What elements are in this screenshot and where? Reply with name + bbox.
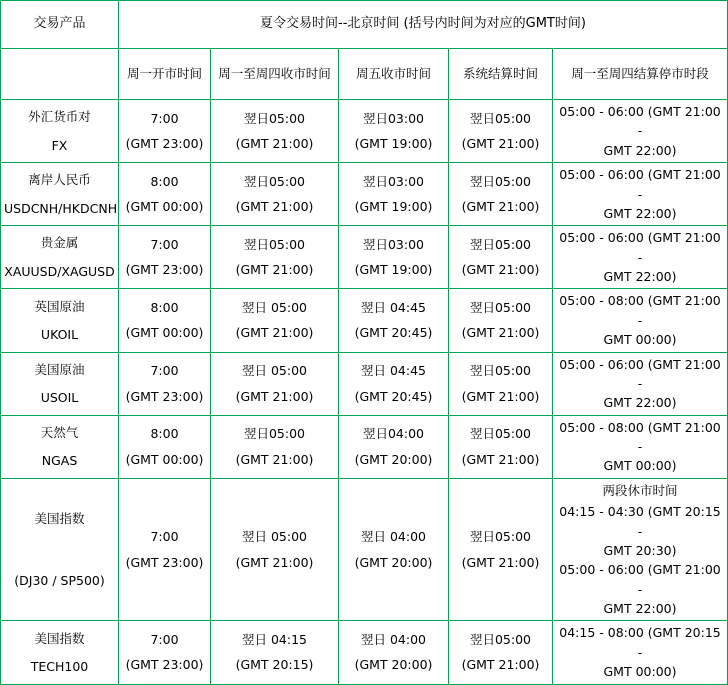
open-time-cell-line: (GMT 23:00) (125, 657, 204, 673)
open-time-cell (119, 163, 211, 226)
close-mon-thu-cell (211, 163, 339, 226)
close-fri-cell-line: 翌日 04:45 (361, 363, 426, 379)
product-name: 美国指数 (34, 511, 85, 527)
header-close-mon-thu: 周一至周四收市时间 (211, 49, 339, 100)
settlement-time-cell (449, 100, 553, 163)
product-code: XAUUSD/XAGUSD (4, 263, 115, 279)
table-row (1, 478, 728, 621)
settlement-time-cell-line: 翌日05:00 (469, 632, 532, 648)
open-time-cell-line: (GMT 23:00) (125, 262, 204, 278)
settlement-halt-line: GMT 00:00) (603, 664, 677, 680)
open-time-cell (119, 352, 211, 415)
product-code: USOIL (40, 390, 79, 406)
settlement-halt-line: GMT 22:00) (603, 142, 677, 158)
product-cell (1, 621, 119, 684)
settlement-time-cell-line: 翌日05:00 (469, 173, 532, 189)
open-time-cell-line: 7:00 (150, 236, 179, 252)
settlement-halt-line: 04:15 - 08:00 (GMT 20:15 - (559, 625, 721, 660)
close-mon-thu-cell-line: (GMT 20:15) (235, 657, 314, 673)
close-mon-thu-cell (211, 289, 339, 352)
open-time-cell (119, 415, 211, 478)
open-time-cell (119, 621, 211, 684)
product-code: UKOIL (40, 326, 79, 342)
settlement-time-cell-line: (GMT 21:00) (461, 451, 540, 467)
settlement-halt-line: GMT 22:00) (603, 269, 677, 284)
close-fri-cell (339, 621, 449, 684)
product-cell (1, 163, 119, 226)
close-mon-thu-cell (211, 415, 339, 478)
table-header-main (1, 1, 728, 49)
settlement-halt-title: 两段休市时间 (602, 482, 678, 498)
close-fri-cell-line: 翌日03:00 (362, 110, 425, 126)
table-header-sub (1, 49, 728, 100)
open-time-cell-line: (GMT 00:00) (125, 325, 204, 341)
close-mon-thu-cell-line: (GMT 21:00) (235, 136, 314, 152)
close-fri-cell-line: (GMT 20:45) (354, 388, 433, 404)
settlement-time-cell-line: 翌日05:00 (469, 529, 532, 545)
close-mon-thu-cell (211, 478, 339, 621)
settlement-halt-line: GMT 00:00) (603, 458, 677, 474)
product-cell (1, 289, 119, 352)
open-time-cell-line: 8:00 (150, 426, 179, 442)
product-name: 美国原油 (34, 361, 85, 377)
product-cell (1, 352, 119, 415)
product-code: NGAS (41, 453, 78, 469)
product-name: 贵金属 (40, 235, 79, 251)
close-fri-cell (339, 415, 449, 478)
open-time-cell-line: (GMT 23:00) (125, 136, 204, 152)
open-time-cell-line: 7:00 (150, 110, 179, 126)
close-mon-thu-cell-line: 翌日 05:00 (242, 363, 307, 379)
table-row (1, 352, 728, 415)
settlement-time-cell (449, 415, 553, 478)
settlement-time-cell (449, 289, 553, 352)
settlement-halt-line: 05:00 - 06:00 (GMT 21:00 - (559, 230, 721, 265)
settlement-time-cell (449, 163, 553, 226)
close-fri-cell (339, 226, 449, 289)
open-time-cell (119, 289, 211, 352)
table-row (1, 226, 728, 289)
settlement-time-cell-line: (GMT 21:00) (461, 388, 540, 404)
header-product: 交易产品 (1, 1, 119, 49)
product-code: USDCNH/HKDCNH (4, 200, 118, 216)
settlement-halt-line: GMT 22:00) (603, 601, 677, 616)
close-fri-cell-line: 翌日 04:00 (361, 632, 426, 648)
settlement-time-cell-line: (GMT 21:00) (461, 554, 540, 570)
settlement-time-cell-line: 翌日05:00 (469, 363, 532, 379)
settlement-halt-line: GMT 00:00) (603, 332, 677, 348)
close-fri-cell (339, 100, 449, 163)
settlement-halt-cell (553, 163, 728, 226)
close-mon-thu-cell-line: 翌日05:00 (243, 110, 306, 126)
settlement-halt-line: 05:00 - 06:00 (GMT 21:00 - (559, 356, 721, 391)
product-cell (1, 100, 119, 163)
open-time-cell-line: 7:00 (150, 632, 179, 648)
close-fri-cell-line: (GMT 20:45) (354, 325, 433, 341)
header-spacer (1, 49, 119, 100)
settlement-halt-cell (553, 289, 728, 352)
settlement-halt-cell (553, 100, 728, 163)
settlement-halt-line: 05:00 - 06:00 (GMT 21:00 - (559, 167, 721, 202)
header-settlement-halt: 周一至周四结算停市时段 (553, 49, 728, 100)
close-mon-thu-cell-line: (GMT 21:00) (235, 554, 314, 570)
open-time-cell (119, 478, 211, 621)
close-fri-cell (339, 163, 449, 226)
close-fri-cell-line: 翌日 04:00 (361, 529, 426, 545)
close-mon-thu-cell-line: 翌日05:00 (243, 173, 306, 189)
settlement-time-cell (449, 621, 553, 684)
close-mon-thu-cell-line: (GMT 21:00) (235, 199, 314, 215)
open-time-cell (119, 226, 211, 289)
header-close-fri: 周五收市时间 (339, 49, 449, 100)
settlement-time-cell-line: 翌日05:00 (469, 110, 532, 126)
settlement-time-cell (449, 226, 553, 289)
close-fri-cell (339, 478, 449, 621)
table-row (1, 289, 728, 352)
close-mon-thu-cell-line: (GMT 21:00) (235, 388, 314, 404)
table-row (1, 415, 728, 478)
product-code: FX (51, 137, 68, 153)
settlement-halt-cell (553, 621, 728, 684)
product-name: 英国原油 (34, 298, 85, 314)
open-time-cell-line: (GMT 00:00) (125, 451, 204, 467)
product-name: 离岸人民币 (28, 172, 91, 188)
close-mon-thu-cell-line: (GMT 21:00) (235, 325, 314, 341)
product-code: (DJ30 / SP500) (14, 572, 105, 588)
settlement-halt-line: 05:00 - 08:00 (GMT 21:00 - (559, 293, 721, 328)
header-settlement-time: 系统结算时间 (449, 49, 553, 100)
settlement-time-cell-line: (GMT 21:00) (461, 325, 540, 341)
open-time-cell (119, 100, 211, 163)
product-name: 外汇货币对 (28, 109, 91, 125)
close-mon-thu-cell-line: 翌日 04:15 (242, 632, 307, 648)
settlement-halt-line: GMT 22:00) (603, 205, 677, 221)
settlement-halt-cell (553, 478, 728, 621)
settlement-halt-line: 05:00 - 06:00 (GMT 21:00 - (559, 562, 721, 597)
settlement-halt-line: GMT 20:30) (603, 542, 677, 558)
table-row (1, 163, 728, 226)
open-time-cell-line: (GMT 23:00) (125, 388, 204, 404)
close-mon-thu-cell (211, 226, 339, 289)
settlement-time-cell-line: 翌日05:00 (469, 236, 532, 252)
close-mon-thu-cell-line: 翌日 05:00 (242, 529, 307, 545)
product-code: TECH100 (30, 658, 89, 674)
close-fri-cell-line: (GMT 19:00) (354, 136, 433, 152)
header-title: 夏令交易时间--北京时间 (括号内时间为对应的GMT时间) (119, 1, 728, 49)
table-row (1, 621, 728, 684)
settlement-time-cell-line: (GMT 21:00) (461, 199, 540, 215)
close-mon-thu-cell-line: 翌日 05:00 (242, 300, 307, 316)
open-time-cell-line: (GMT 23:00) (125, 554, 204, 570)
product-name: 美国指数 (34, 630, 85, 646)
settlement-time-cell-line: (GMT 21:00) (461, 262, 540, 278)
close-mon-thu-cell-line: 翌日05:00 (243, 236, 306, 252)
close-mon-thu-cell-line: 翌日05:00 (243, 426, 306, 442)
close-fri-cell-line: (GMT 20:00) (354, 657, 433, 673)
settlement-halt-line: GMT 22:00) (603, 395, 677, 411)
product-cell (1, 478, 119, 621)
settlement-time-cell-line: 翌日05:00 (469, 300, 532, 316)
close-mon-thu-cell-line: (GMT 21:00) (235, 451, 314, 467)
settlement-time-cell-line: (GMT 21:00) (461, 136, 540, 152)
settlement-time-cell-line: 翌日05:00 (469, 426, 532, 442)
header-open-time: 周一开市时间 (119, 49, 211, 100)
open-time-cell-line: 7:00 (150, 529, 179, 545)
product-name: 天然气 (40, 424, 79, 440)
product-cell (1, 415, 119, 478)
settlement-halt-line: 05:00 - 08:00 (GMT 21:00 - (559, 419, 721, 454)
settlement-time-cell (449, 478, 553, 621)
close-fri-cell (339, 289, 449, 352)
close-fri-cell (339, 352, 449, 415)
close-fri-cell-line: 翌日03:00 (362, 173, 425, 189)
close-mon-thu-cell-line: (GMT 21:00) (235, 262, 314, 278)
open-time-cell-line: 8:00 (150, 173, 179, 189)
close-fri-cell-line: 翌日04:00 (362, 426, 425, 442)
settlement-halt-line: 05:00 - 06:00 (GMT 21:00 - (559, 104, 721, 139)
settlement-time-cell-line: (GMT 21:00) (461, 657, 540, 673)
close-fri-cell-line: (GMT 20:00) (354, 554, 433, 570)
open-time-cell-line: 8:00 (150, 300, 179, 316)
close-mon-thu-cell (211, 352, 339, 415)
close-fri-cell-line: (GMT 20:00) (354, 451, 433, 467)
close-mon-thu-cell (211, 621, 339, 684)
settlement-halt-line: 04:15 - 04:30 (GMT 20:15 - (559, 504, 721, 539)
open-time-cell-line: (GMT 00:00) (125, 199, 204, 215)
settlement-time-cell (449, 352, 553, 415)
close-fri-cell-line: (GMT 19:00) (354, 262, 433, 278)
close-fri-cell-line: 翌日 04:45 (361, 300, 426, 316)
settlement-halt-cell (553, 415, 728, 478)
table-row (1, 100, 728, 163)
close-fri-cell-line: (GMT 19:00) (354, 199, 433, 215)
close-mon-thu-cell (211, 100, 339, 163)
open-time-cell-line: 7:00 (150, 363, 179, 379)
settlement-halt-cell (553, 226, 728, 289)
settlement-halt-cell (553, 352, 728, 415)
product-cell (1, 226, 119, 289)
close-fri-cell-line: 翌日03:00 (362, 236, 425, 252)
